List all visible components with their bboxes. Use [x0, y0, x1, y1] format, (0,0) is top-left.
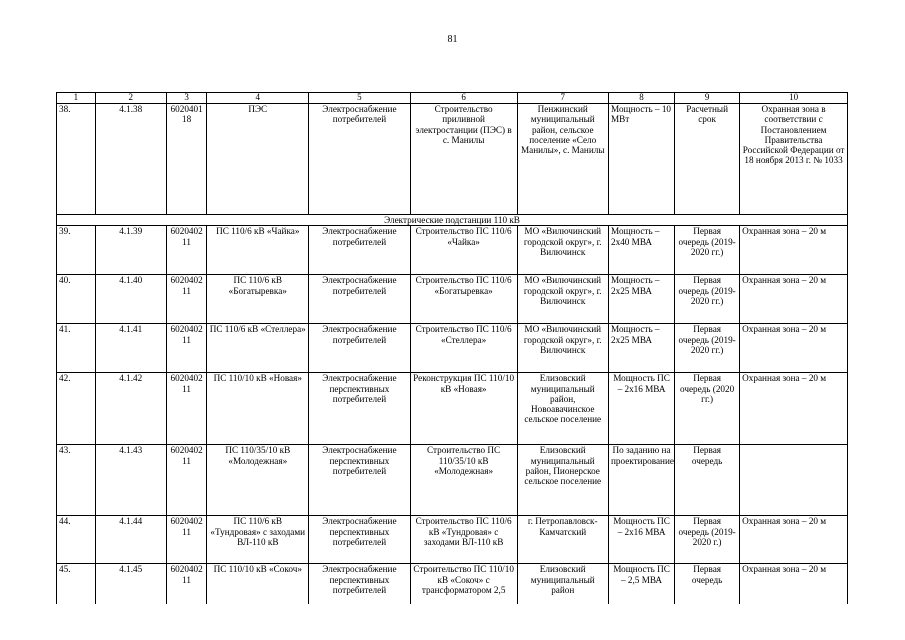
object-characteristic: Строительство приливной электростанции (ПЭС) в с. Манилы [410, 104, 517, 215]
header-cell: 8 [609, 93, 675, 104]
row-number: 40. [57, 275, 96, 324]
type-code: 6020401 18 [166, 104, 207, 215]
object-purpose: Электроснабжение потребителей [309, 275, 411, 324]
object-purpose: Электроснабжение потребителей [309, 324, 411, 373]
row-number: 43. [57, 445, 96, 516]
row-number: 44. [57, 516, 96, 564]
type-code: 6020402 11 [166, 275, 207, 324]
object-code: 4.1.38 [95, 104, 166, 215]
header-cell: 4 [207, 93, 309, 104]
table-row [57, 104, 848, 215]
object-characteristic: Строительство ПС 110/10 кВ «Сокоч» с трансформатором 2,5 [410, 564, 517, 605]
object-zone: Охранная зона – 20 м [740, 373, 848, 445]
object-location: МО «Вилючинский городской округ», г. Вилючинск [517, 226, 609, 275]
header-cell: 7 [517, 93, 609, 104]
object-characteristic: Строительство ПС 110/6 «Чайка» [410, 226, 517, 275]
type-code: 6020402 11 [166, 445, 207, 516]
object-zone: Охранная зона – 20 м [740, 275, 848, 324]
object-term: Первая очередь (2019-2020 гг.) [675, 275, 740, 324]
page-number: 81 [447, 34, 458, 45]
header-cell: 6 [410, 93, 517, 104]
object-capacity: Мощность – 2х25 МВА [609, 324, 675, 373]
header-cell: 1 [57, 93, 96, 104]
object-term: Первая очередь (2019-2020 гг.) [675, 226, 740, 275]
object-purpose: Электроснабжение потребителей [309, 226, 411, 275]
object-term: Первая очередь (2019-2020 гг.) [675, 324, 740, 373]
type-code: 6020402 11 [166, 226, 207, 275]
object-capacity: Мощность – 2х40 МВА [609, 226, 675, 275]
table-header-row [57, 93, 848, 104]
table-row [57, 373, 848, 445]
object-characteristic: Строительство ПС 110/6 «Стеллера» [410, 324, 517, 373]
table-row [57, 516, 848, 564]
object-capacity: Мощность ПС – 2,5 МВА [609, 564, 675, 605]
type-code: 6020402 11 [166, 516, 207, 564]
object-location: Елизовский муниципальный район, Пионерское сельское поселение [517, 445, 609, 516]
object-code: 4.1.41 [95, 324, 166, 373]
object-name: ПС 110/10 кВ «Новая» [207, 373, 309, 445]
table-row [57, 324, 848, 373]
object-characteristic: Реконструкция ПС 110/10 кВ «Новая» [410, 373, 517, 445]
header-cell: 5 [309, 93, 411, 104]
table-row [57, 275, 848, 324]
object-location: Елизовский муниципальный район [517, 564, 609, 605]
object-purpose: Электроснабжение потребителей [309, 104, 411, 215]
object-zone [740, 445, 848, 516]
object-term: Первая очередь [675, 445, 740, 516]
object-location: МО «Вилючинский городской округ», г. Вилючинск [517, 324, 609, 373]
object-term: Расчетный срок [675, 104, 740, 215]
object-code: 4.1.42 [95, 373, 166, 445]
section-row [57, 215, 848, 226]
object-purpose: Электроснабжение перспективных потребителей [309, 516, 411, 564]
row-number: 39. [57, 226, 96, 275]
row-number: 38. [57, 104, 96, 215]
row-number: 42. [57, 373, 96, 445]
table-row [57, 226, 848, 275]
object-purpose: Электроснабжение перспективных потребителей [309, 564, 411, 605]
object-purpose: Электроснабжение перспективных потребителей [309, 373, 411, 445]
object-capacity: Мощность ПС – 2х16 МВА [609, 373, 675, 445]
row-number: 45. [57, 564, 96, 605]
type-code: 6020402 11 [166, 324, 207, 373]
object-name: ПС 110/6 кВ «Чайка» [207, 226, 309, 275]
objects-table [56, 92, 848, 604]
object-zone: Охранная зона – 20 м [740, 516, 848, 564]
table-row [57, 445, 848, 516]
object-zone: Охранная зона – 20 м [740, 226, 848, 275]
row-number: 41. [57, 324, 96, 373]
object-characteristic: Строительство ПС 110/35/10 кВ «Молодежная» [410, 445, 517, 516]
object-zone: Охранная зона – 20 м [740, 324, 848, 373]
object-code: 4.1.43 [95, 445, 166, 516]
object-name: ПС 110/6 кВ «Богатыревка» [207, 275, 309, 324]
object-code: 4.1.40 [95, 275, 166, 324]
table-row [57, 564, 848, 605]
type-code: 6020402 11 [166, 373, 207, 445]
object-name: ПЭС [207, 104, 309, 215]
header-cell: 9 [675, 93, 740, 104]
object-capacity: По заданию на проектирование [609, 445, 675, 516]
object-characteristic: Строительство ПС 110/6 кВ «Тундровая» с заходами ВЛ-110 кВ [410, 516, 517, 564]
object-term: Первая очередь [675, 564, 740, 605]
object-purpose: Электроснабжение перспективных потребителей [309, 445, 411, 516]
header-cell: 2 [95, 93, 166, 104]
object-term: Первая очередь (2019- 2020 г.) [675, 516, 740, 564]
object-code: 4.1.39 [95, 226, 166, 275]
object-capacity: Мощность ПС – 2х16 МВА [609, 516, 675, 564]
section-title: Электрические подстанции 110 кВ [57, 215, 848, 226]
object-name: ПС 110/35/10 кВ «Молодежная» [207, 445, 309, 516]
object-location: г. Петропавловск-Камчатский [517, 516, 609, 564]
object-code: 4.1.45 [95, 564, 166, 605]
object-name: ПС 110/6 кВ «Тундровая» с заходами ВЛ-110 кВ [207, 516, 309, 564]
object-location: Пенжинский муниципальный район, сельское поселение «Село Манилы», с. Манилы [517, 104, 609, 215]
object-capacity: Мощность – 2х25 МВА [609, 275, 675, 324]
object-zone: Охранная зона в соответствии с Постановлением Правительства Российской Федерации от 18 ноября 2013 г. № 1033 [740, 104, 848, 215]
type-code: 6020402 11 [166, 564, 207, 605]
object-location: МО «Вилючинский городской округ», г. Вилючинск [517, 275, 609, 324]
object-code: 4.1.44 [95, 516, 166, 564]
object-name: ПС 110/6 кВ «Стеллера» [207, 324, 309, 373]
header-cell: 3 [166, 93, 207, 104]
object-location: Елизовский муниципальный район, Новоавачинское сельское поселение [517, 373, 609, 445]
object-capacity: Мощность – 10 МВт [609, 104, 675, 215]
object-name: ПС 110/10 кВ «Сокоч» [207, 564, 309, 605]
object-term: Первая очередь (2020 гг.) [675, 373, 740, 445]
object-zone: Охранная зона – 20 м [740, 564, 848, 605]
header-cell: 10 [740, 93, 848, 104]
object-characteristic: Строительство ПС 110/6 «Богатыревка» [410, 275, 517, 324]
